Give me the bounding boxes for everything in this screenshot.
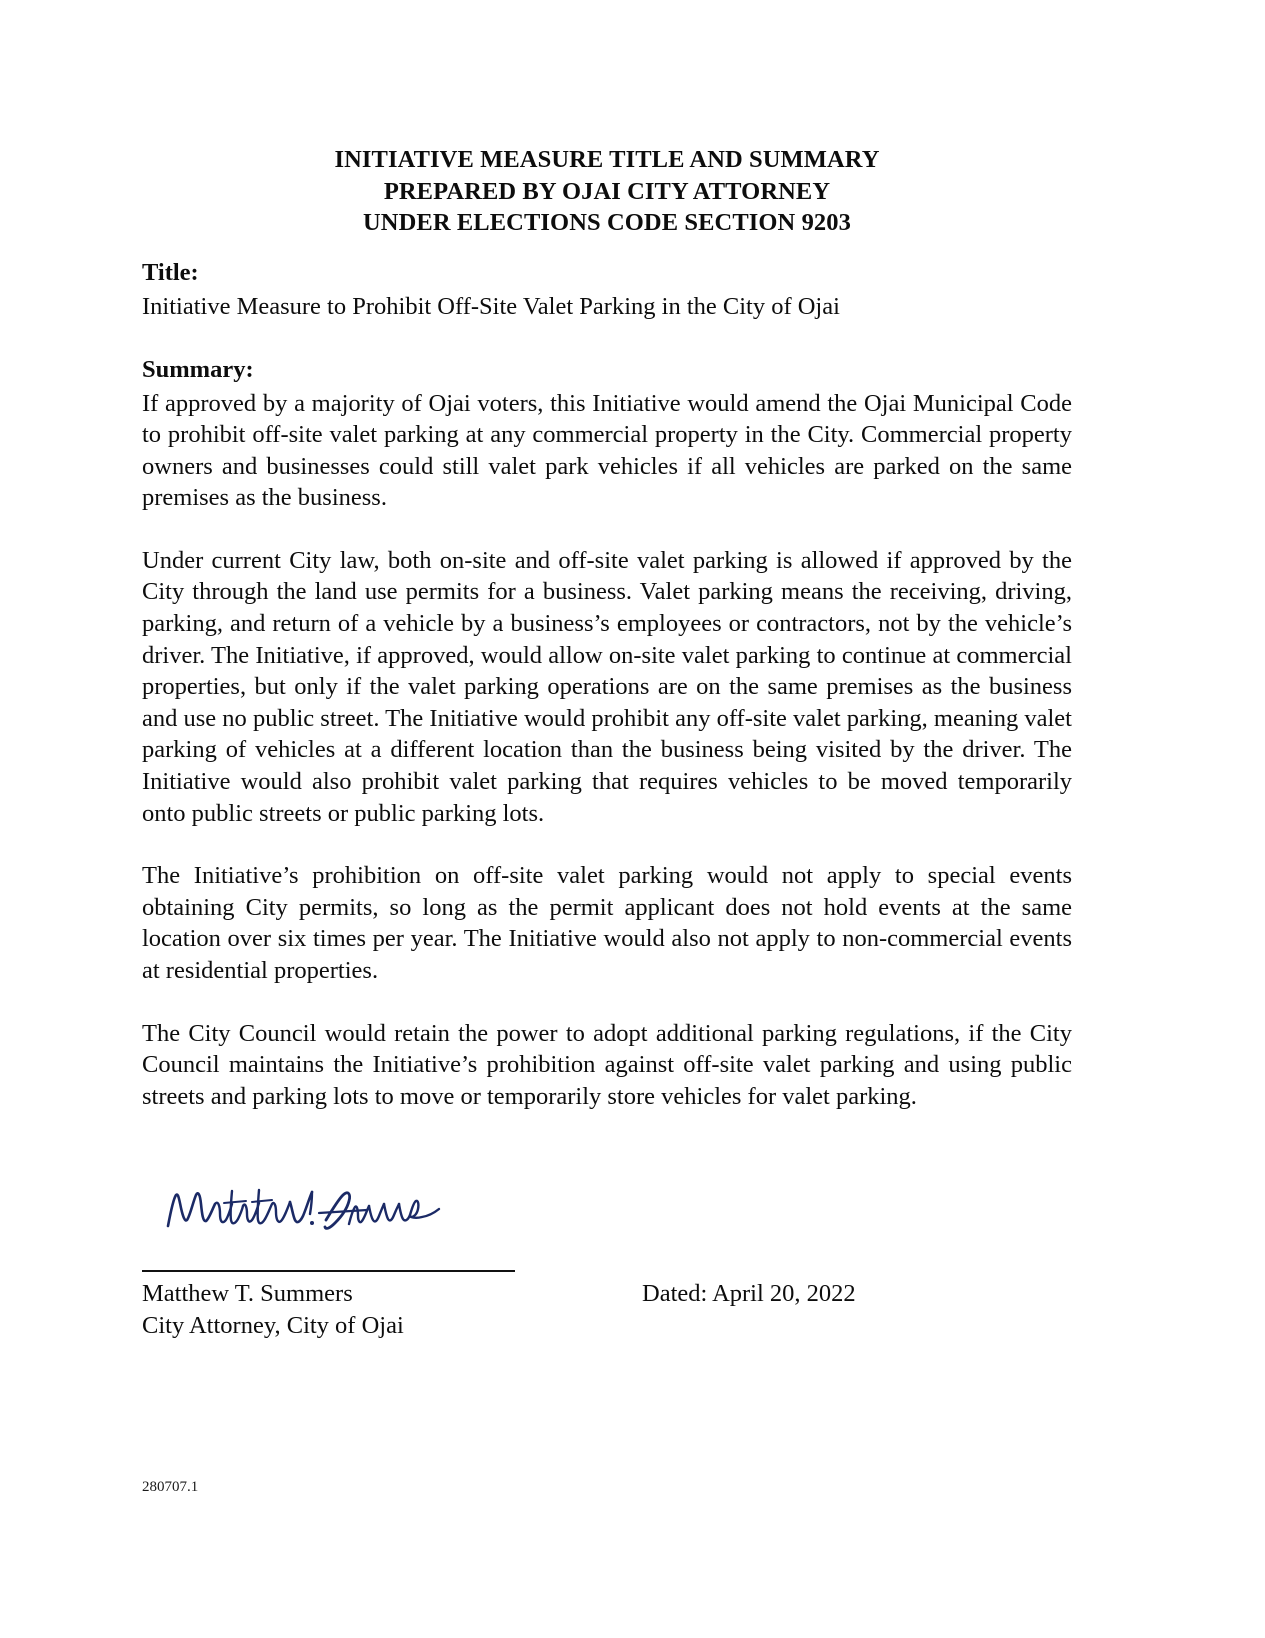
summary-label: Summary:	[142, 355, 254, 383]
signature-name-row	[142, 1278, 1072, 1310]
signature-details	[142, 1278, 1072, 1342]
heading-line-2: PREPARED BY OJAI CITY ATTORNEY	[383, 177, 831, 205]
document-heading	[142, 0, 1072, 239]
heading-line-3: UNDER ELECTIONS CODE SECTION 9203	[363, 209, 851, 236]
signer-role: City Attorney, City of Ojai	[142, 1312, 404, 1340]
signature-role-row	[142, 1310, 1072, 1342]
signature-date: Dated: April 20, 2022	[642, 1280, 856, 1308]
summary-paragraph-1: If approved by a majority of Ojai voters, this Initiative would amend the Ojai Municipal Code to prohibit off-site valet parking at any commercial property in the City. Commercial property owners and businesses could still valet park vehicles if all vehicles are parked on the same premises as the business.	[142, 389, 1072, 512]
footer-reference: 280707.1	[142, 1479, 199, 1495]
summary-paragraph-4: The City Council would retain the power to adopt additional parking regulations, if the City Council maintains the Initiative’s prohibition against off-site valet parking and using public streets and parking lots to move or temporarily store vehicles for valet parking.	[142, 1019, 1072, 1110]
signature-rule	[142, 1270, 515, 1272]
summary-paragraph-3: The Initiative’s prohibition on off-site valet parking would not apply to special events obtaining City permits, so long as the permit applicant does not hold events at the same location over six times per year. The Initiative would also not apply to non-commercial events at residential properties.	[142, 862, 1072, 984]
signer-name: Matthew T. Summers	[142, 1280, 353, 1308]
heading-line-1: INITIATIVE MEASURE TITLE AND SUMMARY	[334, 146, 880, 173]
document-body	[142, 0, 1072, 1340]
summary-paragraph-2: Under current City law, both on-site and off-site valet parking is allowed if approved by the City through the land use permits for a business. Valet parking means the receiving, driving, parking, and return of a vehicle by a business’s employees or contractors, not by the vehicle’s driver. The Initiative, if approved, would allow on-site valet parking to continue at commercial properties, but only if the valet parking operations are on the same premises as the business and use no public street. The Initiative would prohibit any off-site valet parking, meaning valet parking of vehicles at a different location than the business being visited by the driver. The Initiative would also prohibit valet parking that requires vehicles to be moved temporarily onto public streets or public parking lots.	[142, 546, 1072, 827]
title-text: Initiative Measure to Prohibit Off-Site Valet Parking in the City of Ojai	[142, 292, 840, 320]
signature-block	[142, 1174, 1072, 1340]
handwritten-signature	[162, 1180, 462, 1242]
title-label: Title:	[142, 258, 199, 286]
